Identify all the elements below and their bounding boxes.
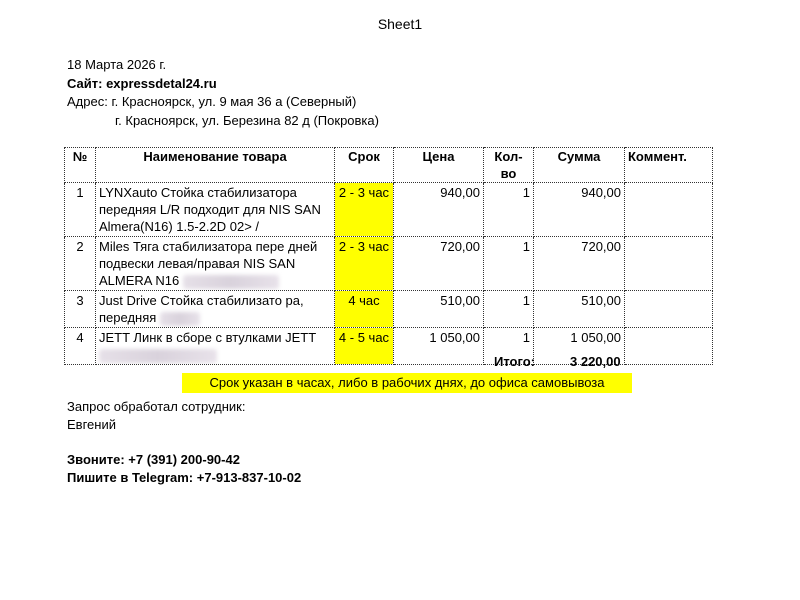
- row-name: [96, 328, 335, 365]
- row-comment: [625, 237, 713, 291]
- col-header-term: Срок: [335, 148, 394, 183]
- address-line-2: г. Красноярск, ул. Березина 82 д (Покровка): [115, 113, 379, 128]
- row-no: 2: [65, 237, 96, 291]
- document-date: 18 Марта 2026 г.: [67, 57, 167, 72]
- row-term: 4 - 5 час: [335, 328, 394, 365]
- table-row: [65, 183, 713, 237]
- row-name-text: Just Drive Стойка стабилизато ра, передняя: [99, 293, 304, 325]
- row-name-text: LYNXauto Стойка стабилизатора передняя L/R подходит для NIS SAN Almera(N16) 1.5-2.2D 02> /: [99, 185, 321, 234]
- row-sum: 720,00: [534, 237, 625, 291]
- col-header-no: №: [65, 148, 96, 183]
- col-header-sum: Сумма: [534, 148, 625, 183]
- row-no: 1: [65, 183, 96, 237]
- row-qty: 1: [484, 328, 534, 365]
- processed-label: Запрос обработал сотрудник:: [67, 399, 246, 414]
- row-name: [96, 291, 335, 328]
- row-sum: 940,00: [534, 183, 625, 237]
- row-comment: [625, 291, 713, 328]
- row-no: 3: [65, 291, 96, 328]
- total-label: Итого:: [494, 354, 535, 369]
- row-name: [96, 237, 335, 291]
- delivery-note: Срок указан в часах, либо в рабочих днях, до офиса самовывоза: [182, 373, 632, 393]
- employee-name: Евгений: [67, 417, 116, 432]
- row-price: 510,00: [394, 291, 484, 328]
- row-qty: 1: [484, 237, 534, 291]
- row-price: 940,00: [394, 183, 484, 237]
- row-price: 1 050,00: [394, 328, 484, 365]
- row-term: 4 час: [335, 291, 394, 328]
- row-qty: 1: [484, 291, 534, 328]
- col-header-qty: Кол-во: [484, 148, 534, 183]
- col-header-comment: Коммент.: [625, 148, 713, 183]
- table-row: [65, 237, 713, 291]
- row-no: 4: [65, 328, 96, 365]
- total-value: 3 220,00: [570, 354, 621, 369]
- row-comment: [625, 183, 713, 237]
- redacted-blur: [99, 349, 217, 363]
- row-term: 2 - 3 час: [335, 237, 394, 291]
- items-table: [64, 147, 713, 365]
- col-header-price: Цена: [394, 148, 484, 183]
- row-price: 720,00: [394, 237, 484, 291]
- table-row: [65, 291, 713, 328]
- sheet-title: Sheet1: [377, 16, 423, 32]
- address-line-1: Адрес: г. Красноярск, ул. 9 мая 36 а (Северный): [67, 94, 357, 109]
- row-name-text: JETT Линк в сборе с втулками JETT: [99, 330, 316, 345]
- row-name: [96, 183, 335, 237]
- telegram-line: Пишите в Telegram: +7-913-837-10-02: [67, 470, 302, 485]
- redacted-blur: [160, 312, 200, 326]
- redacted-blur: [183, 275, 279, 289]
- row-sum: 1 050,00: [534, 328, 625, 365]
- col-header-name: Наименование товара: [96, 148, 335, 183]
- row-comment: [625, 328, 713, 365]
- phone-line: Звоните: +7 (391) 200-90-42: [67, 452, 240, 467]
- row-qty: 1: [484, 183, 534, 237]
- table-header-row: [65, 148, 713, 183]
- site-line: Сайт: expressdetal24.ru: [67, 76, 217, 91]
- row-term: 2 - 3 час: [335, 183, 394, 237]
- row-name-text: Miles Тяга стабилизатора пере дней подвески левая/правая NIS SAN ALMERA N16: [99, 239, 318, 288]
- row-sum: 510,00: [534, 291, 625, 328]
